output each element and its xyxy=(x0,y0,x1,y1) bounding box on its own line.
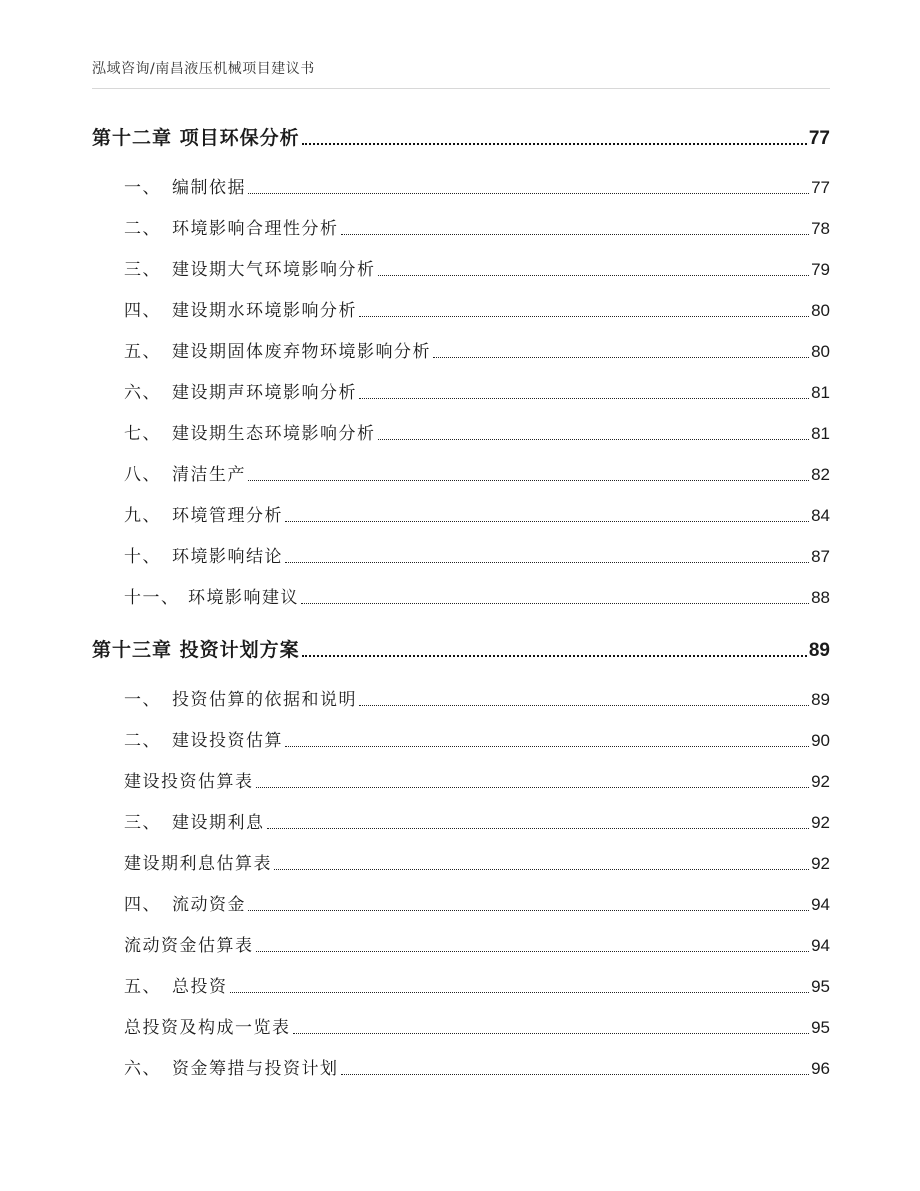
toc-table-entry[interactable] xyxy=(92,1014,830,1038)
toc-page-number: 95 xyxy=(811,1018,830,1037)
dot-leader xyxy=(359,705,809,706)
toc-entry-title: 环境影响结论 xyxy=(172,547,283,567)
toc-entry-title: 建设期水环境影响分析 xyxy=(172,301,357,321)
dot-leader xyxy=(248,910,809,911)
toc-ordinal: 三、 xyxy=(124,260,161,280)
toc-ordinal: 十一、 xyxy=(124,588,180,608)
toc-table-entry[interactable] xyxy=(92,932,830,956)
dot-leader xyxy=(256,787,810,788)
toc-entry-title: 建设期声环境影响分析 xyxy=(172,383,357,403)
toc-page-number: 82 xyxy=(811,465,830,484)
toc-page-number: 80 xyxy=(811,301,830,320)
toc-page-number: 96 xyxy=(811,1059,830,1078)
toc-entry-title: 环境管理分析 xyxy=(172,506,283,526)
toc-page-number: 94 xyxy=(811,895,830,914)
toc-entry-title: 流动资金 xyxy=(172,895,246,915)
toc-entry-title: 资金筹措与投资计划 xyxy=(172,1059,339,1079)
dot-leader xyxy=(230,992,810,993)
toc-page-number: 81 xyxy=(811,424,830,443)
dot-leader xyxy=(433,357,809,358)
toc-entry[interactable] xyxy=(92,256,830,280)
toc-page-number: 92 xyxy=(811,854,830,873)
toc-entry-title: 建设期利息估算表 xyxy=(124,854,272,874)
toc-page-number: 95 xyxy=(811,977,830,996)
toc-ordinal: 五、 xyxy=(124,342,161,362)
toc-entry[interactable] xyxy=(92,502,830,526)
toc-page-number: 80 xyxy=(811,342,830,361)
toc-entry[interactable] xyxy=(92,891,830,915)
toc-entry-title: 建设期大气环境影响分析 xyxy=(172,260,376,280)
toc-page-number: 79 xyxy=(811,260,830,279)
dot-leader xyxy=(285,562,809,563)
toc-page-number: 77 xyxy=(808,128,830,149)
toc-page-number: 92 xyxy=(811,772,830,791)
dot-leader xyxy=(341,234,810,235)
toc-ordinal: 九、 xyxy=(124,506,161,526)
toc-page-number: 88 xyxy=(811,588,830,607)
toc-ordinal: 四、 xyxy=(124,895,161,915)
toc-page-number: 77 xyxy=(811,178,830,197)
toc-chapter-title: 第十三章 投资计划方案 xyxy=(92,639,300,661)
toc-entry-title: 环境影响建议 xyxy=(188,588,299,608)
toc-page-number: 89 xyxy=(811,690,830,709)
toc-ordinal: 一、 xyxy=(124,178,161,198)
toc-entry[interactable] xyxy=(92,584,830,608)
toc-ordinal: 四、 xyxy=(124,301,161,321)
toc-page-number: 78 xyxy=(811,219,830,238)
dot-leader xyxy=(359,398,809,399)
dot-leader xyxy=(378,439,810,440)
toc-table-entry[interactable] xyxy=(92,850,830,874)
toc-entry[interactable] xyxy=(92,174,830,198)
toc-entry-title: 环境影响合理性分析 xyxy=(172,219,339,239)
toc-ordinal: 八、 xyxy=(124,465,161,485)
dot-leader xyxy=(378,275,810,276)
toc-entry-title: 清洁生产 xyxy=(172,465,246,485)
toc-entry-title: 建设投资估算表 xyxy=(124,772,254,792)
toc-page-number: 92 xyxy=(811,813,830,832)
page-header: 泓域咨询/南昌液压机械项目建议书 xyxy=(92,61,315,77)
dot-leader xyxy=(274,869,809,870)
toc-page-number: 90 xyxy=(811,731,830,750)
toc-entry[interactable] xyxy=(92,686,830,710)
toc-entry-title: 建设期利息 xyxy=(172,813,265,833)
toc-entry[interactable] xyxy=(92,727,830,751)
dot-leader xyxy=(359,316,809,317)
toc-ordinal: 三、 xyxy=(124,813,161,833)
dot-leader xyxy=(248,193,809,194)
toc-ordinal: 五、 xyxy=(124,977,161,997)
toc-ordinal: 一、 xyxy=(124,690,161,710)
toc-entry-title: 流动资金估算表 xyxy=(124,936,254,956)
toc-entry[interactable] xyxy=(92,379,830,403)
table-of-contents xyxy=(92,0,830,1191)
toc-ordinal: 二、 xyxy=(124,219,161,239)
dot-leader xyxy=(285,746,809,747)
dot-leader xyxy=(293,1033,810,1034)
toc-entry[interactable] xyxy=(92,215,830,239)
dot-leader xyxy=(341,1074,810,1075)
toc-entry[interactable] xyxy=(92,543,830,567)
dot-leader xyxy=(267,828,810,829)
toc-entry-title: 投资估算的依据和说明 xyxy=(172,690,357,710)
toc-entry[interactable] xyxy=(92,1055,830,1079)
toc-entry-title: 编制依据 xyxy=(172,178,246,198)
dot-leader xyxy=(301,603,809,604)
toc-chapter-13[interactable] xyxy=(92,634,830,662)
toc-entry[interactable] xyxy=(92,973,830,997)
toc-entry-title: 总投资及构成一览表 xyxy=(124,1018,291,1038)
dot-leader xyxy=(302,143,807,145)
toc-ordinal: 六、 xyxy=(124,1059,161,1079)
toc-entry[interactable] xyxy=(92,297,830,321)
dot-leader xyxy=(285,521,809,522)
dot-leader xyxy=(256,951,810,952)
toc-entry[interactable] xyxy=(92,338,830,362)
toc-ordinal: 十、 xyxy=(124,547,161,567)
toc-entry-title: 建设期固体废弃物环境影响分析 xyxy=(172,342,431,362)
toc-page-number: 87 xyxy=(811,547,830,566)
toc-entry-title: 建设期生态环境影响分析 xyxy=(172,424,376,444)
toc-chapter-title: 第十二章 项目环保分析 xyxy=(92,127,300,149)
dot-leader xyxy=(248,480,809,481)
toc-ordinal: 二、 xyxy=(124,731,161,751)
toc-entry[interactable] xyxy=(92,461,830,485)
toc-ordinal: 六、 xyxy=(124,383,161,403)
toc-entry[interactable] xyxy=(92,809,830,833)
toc-ordinal: 七、 xyxy=(124,424,161,444)
toc-entry-title: 建设投资估算 xyxy=(172,731,283,751)
toc-page-number: 89 xyxy=(808,640,830,661)
dot-leader xyxy=(302,655,807,657)
toc-table-entry[interactable] xyxy=(92,768,830,792)
toc-entry-title: 总投资 xyxy=(172,977,228,997)
toc-page-number: 94 xyxy=(811,936,830,955)
toc-chapter-12[interactable] xyxy=(92,122,830,150)
toc-page-number: 81 xyxy=(811,383,830,402)
toc-page-number: 84 xyxy=(811,506,830,525)
toc-entry[interactable] xyxy=(92,420,830,444)
